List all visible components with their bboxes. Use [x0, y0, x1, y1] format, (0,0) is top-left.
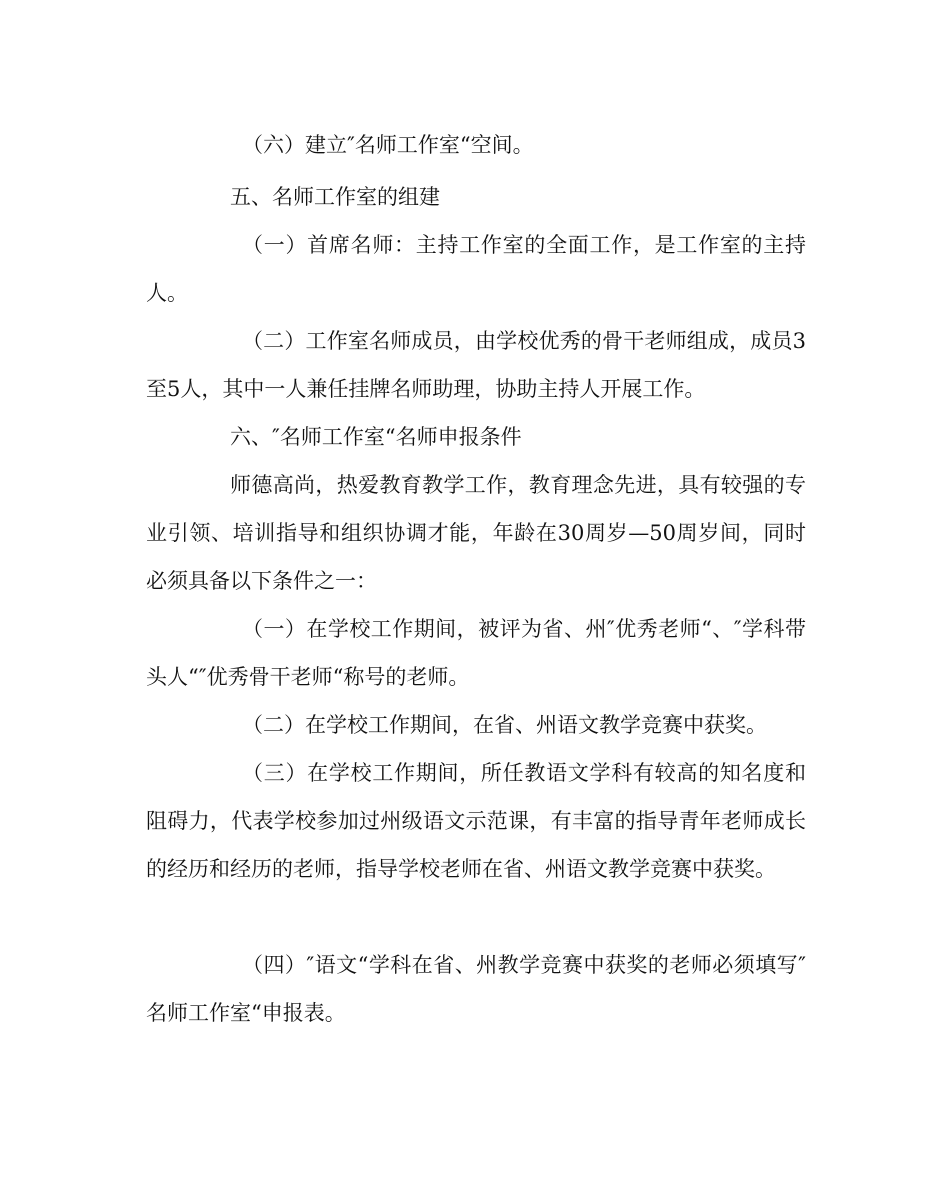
paragraph-condition-1: （一）在学校工作期间，被评为省、州″优秀老师“、″学科带头人“″优秀骨干老师“称号的老师。 — [146, 617, 806, 689]
paragraph-studio-members: （二）工作室名师成员，由学校优秀的骨干老师组成，成员3至5人，其中一人兼任挂牌名师助理，协助主持人开展工作。 — [146, 329, 806, 401]
paragraph-condition-4: （四）″语文“学科在省、州教学竞赛中获奖的老师必须填写″名师工作室“申报表。 — [146, 953, 806, 1025]
section-heading-6: 六、″名师工作室“名师申报条件 — [230, 425, 522, 449]
paragraph-item-6-space: （六）建立″名师工作室“空间。 — [242, 133, 534, 157]
paragraph-eligibility-intro: 师德高尚，热爱教育教学工作，教育理念先进，具有较强的专业引领、培训指导和组织协调才能，年龄在30周岁—50周岁间，同时必须具备以下条件之一： — [146, 473, 806, 593]
section-heading-5: 五、名师工作室的组建 — [230, 185, 440, 209]
paragraph-condition-2: （二）在学校工作期间，在省、州语文教学竞赛中获奖。 — [242, 713, 767, 737]
paragraph-condition-3: （三）在学校工作期间，所任教语文学科有较高的知名度和阻碍力，代表学校参加过州级语文示范课，有丰富的指导青年老师成长的经历和经历的老师，指导学校老师在省、州语文教学竞赛中获奖。 — [146, 761, 806, 881]
paragraph-chief-teacher: （一）首席名师：主持工作室的全面工作，是工作室的主持人。 — [146, 233, 806, 305]
